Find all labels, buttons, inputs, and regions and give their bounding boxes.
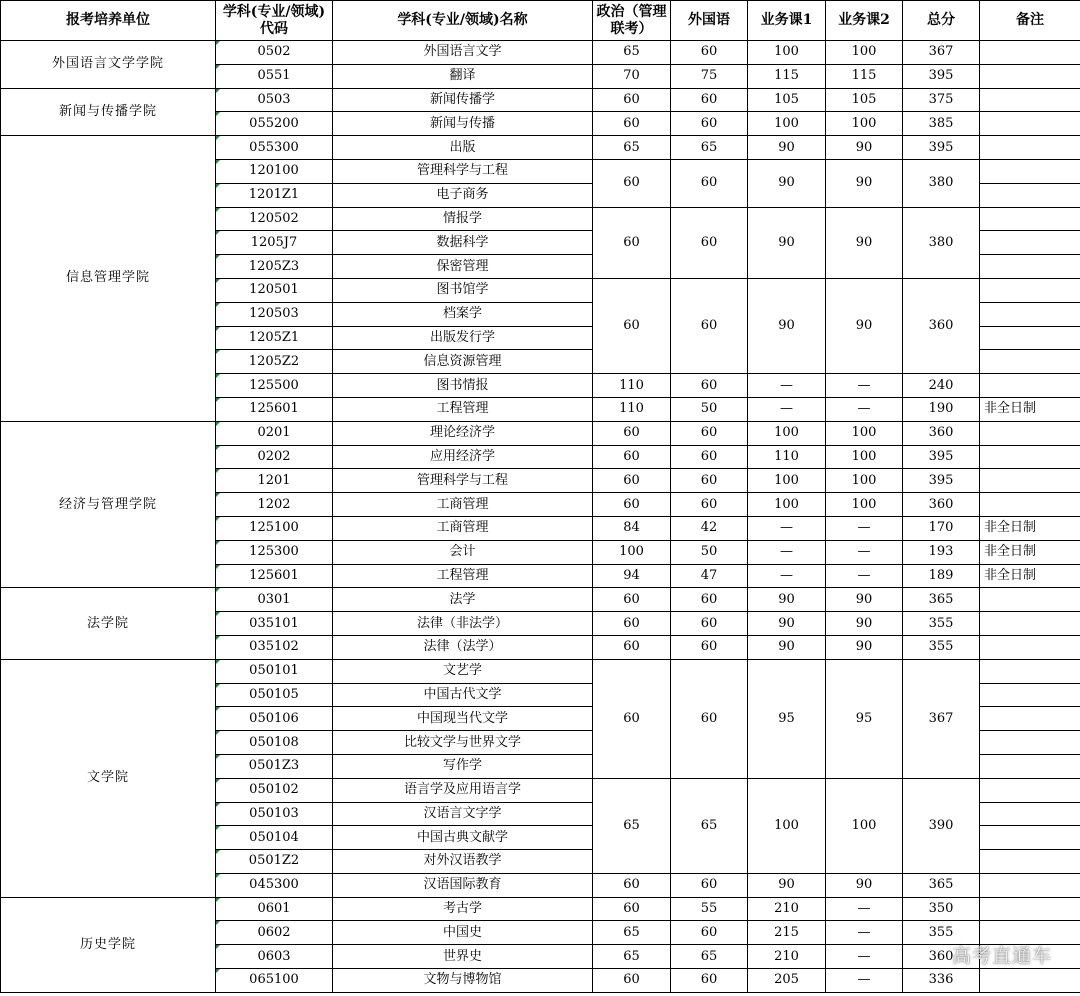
course1-cell: 90 [748,136,826,160]
code-cell: 125300 [216,540,333,564]
note-cell [980,64,1080,88]
total-cell: 380 [903,207,980,278]
course2-cell: 90 [826,207,903,278]
total-cell: 395 [903,136,980,160]
table-row [1,136,1080,160]
foreign-cell: 50 [671,540,748,564]
unit-cell: 法学院 [1,588,216,659]
table-row [1,41,1080,65]
code-cell: 0202 [216,445,333,469]
course1-cell: 215 [748,921,826,945]
course1-cell: 90 [748,588,826,612]
name-cell: 工商管理 [333,516,593,540]
name-cell: 出版 [333,136,593,160]
course1-cell: 110 [748,445,826,469]
note-cell [980,207,1080,231]
course2-cell: — [826,374,903,398]
code-cell: 045300 [216,873,333,897]
course2-cell: 115 [826,64,903,88]
note-cell [980,278,1080,302]
name-cell: 考古学 [333,897,593,921]
table-body [1,41,1080,993]
course1-cell: 100 [748,469,826,493]
name-cell: 文艺学 [333,659,593,683]
total-cell: 189 [903,564,980,588]
total-cell: 395 [903,469,980,493]
note-cell [980,588,1080,612]
code-cell: 120503 [216,302,333,326]
course1-cell: 205 [748,969,826,993]
code-cell: 0503 [216,88,333,112]
politics-cell: 65 [593,41,671,65]
politics-cell: 94 [593,564,671,588]
politics-cell: 60 [593,493,671,517]
name-cell: 外国语言文学 [333,41,593,65]
table-row [1,897,1080,921]
code-cell: 0301 [216,588,333,612]
course2-cell: 90 [826,588,903,612]
total-cell: 193 [903,540,980,564]
name-cell: 应用经济学 [333,445,593,469]
code-cell: 055200 [216,112,333,136]
total-cell: 360 [903,421,980,445]
course1-cell: 90 [748,873,826,897]
course1-cell: 95 [748,659,826,778]
course1-cell: 90 [748,635,826,659]
foreign-cell: 60 [671,207,748,278]
politics-cell: 60 [593,659,671,778]
course2-cell: 100 [826,112,903,136]
foreign-cell: 60 [671,493,748,517]
code-cell: 050101 [216,659,333,683]
table-row [1,88,1080,112]
name-cell: 新闻与传播 [333,112,593,136]
total-cell: 380 [903,159,980,207]
note-cell [980,421,1080,445]
note-cell [980,302,1080,326]
header-row [1,1,1080,41]
foreign-cell: 60 [671,612,748,636]
foreign-cell: 60 [671,445,748,469]
politics-cell: 65 [593,921,671,945]
code-cell: 125500 [216,374,333,398]
name-cell: 会计 [333,540,593,564]
course2-cell: — [826,564,903,588]
code-cell: 065100 [216,969,333,993]
politics-cell: 60 [593,159,671,207]
course2-cell: — [826,921,903,945]
foreign-cell: 75 [671,64,748,88]
name-cell: 数据科学 [333,231,593,255]
total-cell: 355 [903,635,980,659]
unit-cell: 经济与管理学院 [1,421,216,588]
code-cell: 125601 [216,397,333,421]
name-cell: 翻译 [333,64,593,88]
foreign-cell: 65 [671,778,748,873]
name-cell: 中国史 [333,921,593,945]
note-cell [980,183,1080,207]
foreign-cell: 60 [671,635,748,659]
code-cell: 125100 [216,516,333,540]
unit-cell: 信息管理学院 [1,136,216,422]
name-cell: 理论经济学 [333,421,593,445]
note-cell [980,159,1080,183]
unit-cell: 文学院 [1,659,216,897]
name-cell: 工程管理 [333,397,593,421]
foreign-cell: 60 [671,588,748,612]
foreign-cell: 60 [671,88,748,112]
total-cell: 360 [903,278,980,373]
course1-cell: 100 [748,41,826,65]
name-cell: 档案学 [333,302,593,326]
course2-cell: 100 [826,421,903,445]
foreign-cell: 60 [671,112,748,136]
course1-cell: — [748,397,826,421]
header-course1: 业务课1 [748,1,826,41]
code-cell: 050102 [216,778,333,802]
watermark: 高考直通车 [951,945,1052,967]
name-cell: 汉语国际教育 [333,873,593,897]
note-cell [980,754,1080,778]
code-cell: 120100 [216,159,333,183]
code-cell: 125601 [216,564,333,588]
note-cell [980,635,1080,659]
politics-cell: 60 [593,897,671,921]
total-cell: 336 [903,969,980,993]
note-cell: 非全日制 [980,397,1080,421]
name-cell: 中国古典文献学 [333,826,593,850]
total-cell: 355 [903,921,980,945]
note-cell [980,326,1080,350]
code-cell: 1205Z1 [216,326,333,350]
header-foreign: 外国语 [671,1,748,41]
foreign-cell: 60 [671,159,748,207]
total-cell: 367 [903,659,980,778]
unit-cell: 新闻与传播学院 [1,88,216,136]
code-cell: 120502 [216,207,333,231]
code-cell: 0602 [216,921,333,945]
foreign-cell: 55 [671,897,748,921]
code-cell: 1201 [216,469,333,493]
total-cell: 385 [903,112,980,136]
total-cell: 240 [903,374,980,398]
name-cell: 语言学及应用语言学 [333,778,593,802]
name-cell: 工商管理 [333,493,593,517]
politics-cell: 60 [593,112,671,136]
code-cell: 055300 [216,136,333,160]
note-cell [980,826,1080,850]
name-cell: 保密管理 [333,255,593,279]
note-cell [980,493,1080,517]
name-cell: 信息资源管理 [333,350,593,374]
politics-cell: 65 [593,136,671,160]
course2-cell: — [826,897,903,921]
name-cell: 电子商务 [333,183,593,207]
note-cell [980,350,1080,374]
total-cell: 365 [903,873,980,897]
header-course2: 业务课2 [826,1,903,41]
politics-cell: 110 [593,397,671,421]
note-cell [980,88,1080,112]
course1-cell: 210 [748,897,826,921]
foreign-cell: 60 [671,421,748,445]
code-cell: 050103 [216,802,333,826]
code-cell: 120501 [216,278,333,302]
total-cell: 170 [903,516,980,540]
code-cell: 0551 [216,64,333,88]
foreign-cell: 60 [671,873,748,897]
note-cell [980,921,1080,945]
header-name: 学科(专业/领域)名称 [333,1,593,41]
course1-cell: 100 [748,112,826,136]
note-cell [980,136,1080,160]
politics-cell: 60 [593,207,671,278]
name-cell: 法学 [333,588,593,612]
politics-cell: 60 [593,873,671,897]
note-cell [980,659,1080,683]
course2-cell: 90 [826,278,903,373]
total-cell: 395 [903,64,980,88]
code-cell: 050108 [216,731,333,755]
note-cell [980,683,1080,707]
code-cell: 050106 [216,707,333,731]
note-cell [980,469,1080,493]
header-politics: 政治（管理联考） [593,1,671,41]
foreign-cell: 65 [671,945,748,969]
course2-cell: 100 [826,469,903,493]
name-cell: 写作学 [333,754,593,778]
total-cell: 395 [903,445,980,469]
code-cell: 035101 [216,612,333,636]
foreign-cell: 65 [671,136,748,160]
course2-cell: 100 [826,41,903,65]
name-cell: 对外汉语教学 [333,850,593,874]
total-cell: 360 [903,945,980,969]
note-cell [980,969,1080,993]
politics-cell: 60 [593,588,671,612]
note-cell [980,897,1080,921]
total-cell: 355 [903,612,980,636]
header-code: 学科(专业/领域)代码 [216,1,333,41]
note-cell [980,112,1080,136]
foreign-cell: 60 [671,278,748,373]
course2-cell: — [826,969,903,993]
name-cell: 汉语言文字学 [333,802,593,826]
code-cell: 0501Z3 [216,754,333,778]
course1-cell: 210 [748,945,826,969]
note-cell [980,231,1080,255]
note-cell: 非全日制 [980,516,1080,540]
note-cell [980,945,1080,969]
foreign-cell: 42 [671,516,748,540]
total-cell: 365 [903,588,980,612]
politics-cell: 70 [593,64,671,88]
course1-cell: 90 [748,207,826,278]
foreign-cell: 60 [671,469,748,493]
politics-cell: 60 [593,969,671,993]
foreign-cell: 47 [671,564,748,588]
name-cell: 工程管理 [333,564,593,588]
code-cell: 1205Z2 [216,350,333,374]
course1-cell: 90 [748,612,826,636]
politics-cell: 60 [593,88,671,112]
politics-cell: 60 [593,421,671,445]
table-row [1,588,1080,612]
note-cell [980,612,1080,636]
name-cell: 世界史 [333,945,593,969]
total-cell: 375 [903,88,980,112]
politics-cell: 60 [593,445,671,469]
header-total: 总分 [903,1,980,41]
politics-cell: 60 [593,278,671,373]
foreign-cell: 60 [671,374,748,398]
politics-cell: 110 [593,374,671,398]
foreign-cell: 60 [671,659,748,778]
course1-cell: — [748,564,826,588]
course2-cell: — [826,397,903,421]
course1-cell: — [748,516,826,540]
foreign-cell: 60 [671,41,748,65]
note-cell [980,41,1080,65]
foreign-cell: 60 [671,921,748,945]
course2-cell: — [826,516,903,540]
note-cell [980,731,1080,755]
politics-cell: 60 [593,469,671,493]
name-cell: 比较文学与世界文学 [333,731,593,755]
name-cell: 文物与博物馆 [333,969,593,993]
name-cell: 情报学 [333,207,593,231]
code-cell: 0502 [216,41,333,65]
code-cell: 050105 [216,683,333,707]
note-cell: 非全日制 [980,564,1080,588]
course1-cell: 90 [748,278,826,373]
code-cell: 0501Z2 [216,850,333,874]
table-header [1,1,1080,41]
total-cell: 190 [903,397,980,421]
course1-cell: 100 [748,778,826,873]
table-row [1,421,1080,445]
total-cell: 367 [903,41,980,65]
course1-cell: 100 [748,493,826,517]
code-cell: 0201 [216,421,333,445]
note-cell [980,850,1080,874]
total-cell: 350 [903,897,980,921]
politics-cell: 65 [593,945,671,969]
code-cell: 1202 [216,493,333,517]
course1-cell: — [748,540,826,564]
course2-cell: 90 [826,873,903,897]
name-cell: 图书馆学 [333,278,593,302]
course2-cell: 105 [826,88,903,112]
note-cell [980,445,1080,469]
course1-cell: 100 [748,421,826,445]
unit-cell: 外国语言文学学院 [1,41,216,89]
note-cell [980,707,1080,731]
code-cell: 0601 [216,897,333,921]
code-cell: 1201Z1 [216,183,333,207]
note-cell [980,778,1080,802]
politics-cell: 84 [593,516,671,540]
note-cell [980,873,1080,897]
politics-cell: 60 [593,612,671,636]
note-cell [980,374,1080,398]
course2-cell: 90 [826,635,903,659]
politics-cell: 100 [593,540,671,564]
politics-cell: 65 [593,778,671,873]
note-cell [980,802,1080,826]
course2-cell: — [826,540,903,564]
course2-cell: 90 [826,159,903,207]
name-cell: 图书情报 [333,374,593,398]
name-cell: 中国古代文学 [333,683,593,707]
total-cell: 360 [903,493,980,517]
name-cell: 新闻传播学 [333,88,593,112]
code-cell: 050104 [216,826,333,850]
name-cell: 中国现当代文学 [333,707,593,731]
header-unit: 报考培养单位 [1,1,216,41]
name-cell: 管理科学与工程 [333,159,593,183]
course2-cell: 90 [826,612,903,636]
code-cell: 035102 [216,635,333,659]
name-cell: 出版发行学 [333,326,593,350]
course2-cell: — [826,945,903,969]
note-cell: 非全日制 [980,540,1080,564]
code-cell: 0603 [216,945,333,969]
foreign-cell: 50 [671,397,748,421]
unit-cell: 历史学院 [1,897,216,992]
name-cell: 管理科学与工程 [333,469,593,493]
name-cell: 法律（法学） [333,635,593,659]
course2-cell: 100 [826,445,903,469]
course2-cell: 95 [826,659,903,778]
code-cell: 1205J7 [216,231,333,255]
code-cell: 1205Z3 [216,255,333,279]
note-cell [980,255,1080,279]
name-cell: 法律（非法学） [333,612,593,636]
total-cell: 390 [903,778,980,873]
course1-cell: — [748,374,826,398]
course1-cell: 105 [748,88,826,112]
course2-cell: 100 [826,493,903,517]
course1-cell: 115 [748,64,826,88]
header-note: 备注 [980,1,1080,41]
politics-cell: 60 [593,635,671,659]
course1-cell: 90 [748,159,826,207]
table-row [1,659,1080,683]
foreign-cell: 60 [671,969,748,993]
course2-cell: 90 [826,136,903,160]
course2-cell: 100 [826,778,903,873]
